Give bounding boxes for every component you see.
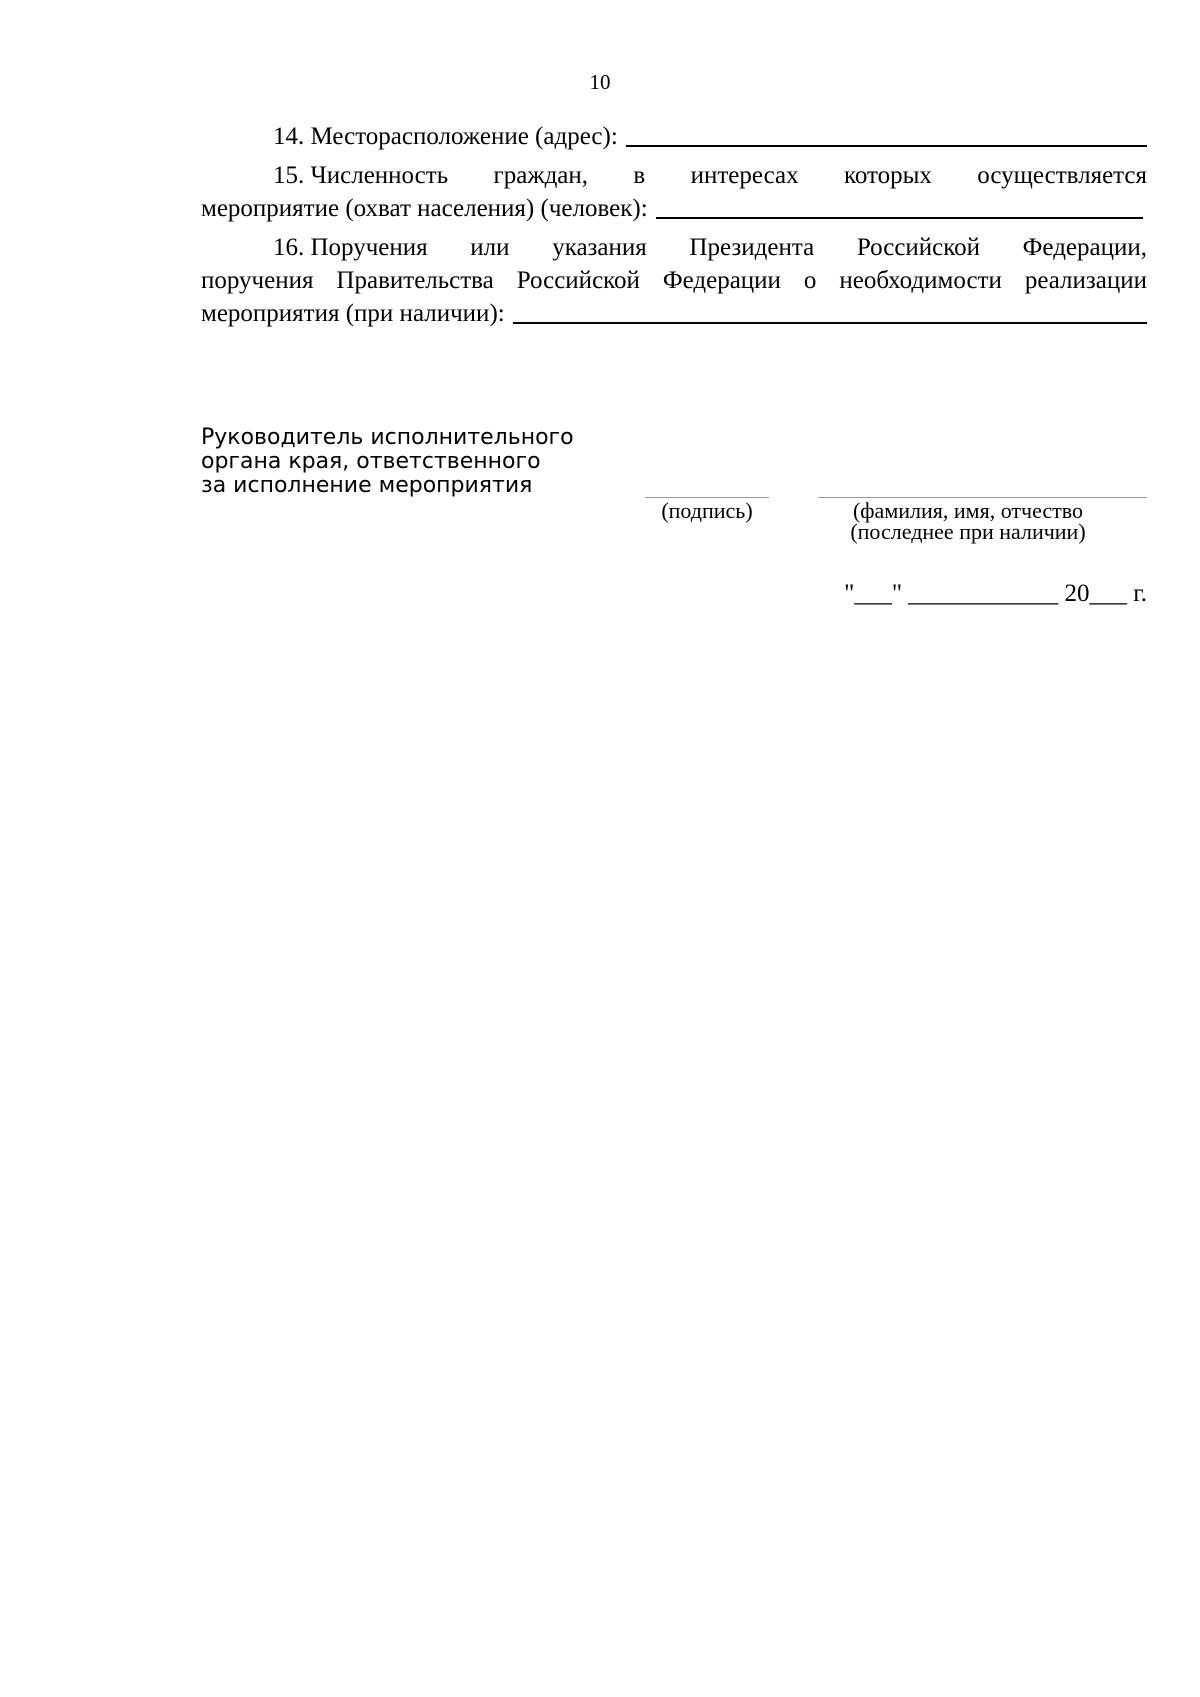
- signatory-role-line-3: за исполнение мероприятия: [201, 473, 533, 498]
- signatory-role-line-1: Руководитель исполнительного: [201, 425, 574, 450]
- item-15: [201, 159, 1147, 225]
- item-16-text-3: мероприятия (при наличии):: [201, 300, 505, 327]
- item-16-text-1: Поручения или указания Президента Российской Федерации,: [310, 234, 1147, 261]
- form-items: [201, 120, 1147, 336]
- item-15-line-2: [201, 192, 1147, 225]
- item-14: [201, 120, 1147, 153]
- address-blank-field[interactable]: [626, 123, 1147, 147]
- item-15-number: 15.: [273, 162, 305, 189]
- item-16-line-3: [201, 297, 1147, 330]
- item-15-line-1: [201, 159, 1147, 192]
- full-name-caption-line-2: (последнее при наличии): [850, 519, 1086, 544]
- item-16: [201, 231, 1147, 330]
- item-14-text: Месторасположение (адрес):: [310, 123, 618, 150]
- full-name-caption-line-1: (фамилия, имя, отчество: [852, 498, 1084, 523]
- item-14-line: [201, 120, 1147, 153]
- page-number: 10: [589, 70, 611, 94]
- signatory-role-line-2: органа края, ответственного: [201, 449, 541, 474]
- instructions-blank-field[interactable]: [513, 300, 1147, 324]
- item-16-number: 16.: [273, 234, 305, 261]
- item-16-line-1: [201, 231, 1147, 264]
- signatory-role: [201, 426, 574, 498]
- date-line[interactable]: "___" ____________ 20___ г.: [844, 580, 1147, 607]
- signature-caption: (подпись): [661, 498, 753, 523]
- item-16-text-2: поручения Правительства Российской Федерации о необходимости реализации: [201, 267, 1147, 294]
- item-15-text-2: мероприятие (охват населения) (человек):: [201, 195, 648, 222]
- full-name-caption: [818, 500, 1118, 542]
- population-blank-field[interactable]: [656, 195, 1143, 219]
- item-14-number: 14.: [273, 123, 305, 150]
- item-15-text-1: Численность граждан, в интересах которых осуществляется: [310, 162, 1147, 189]
